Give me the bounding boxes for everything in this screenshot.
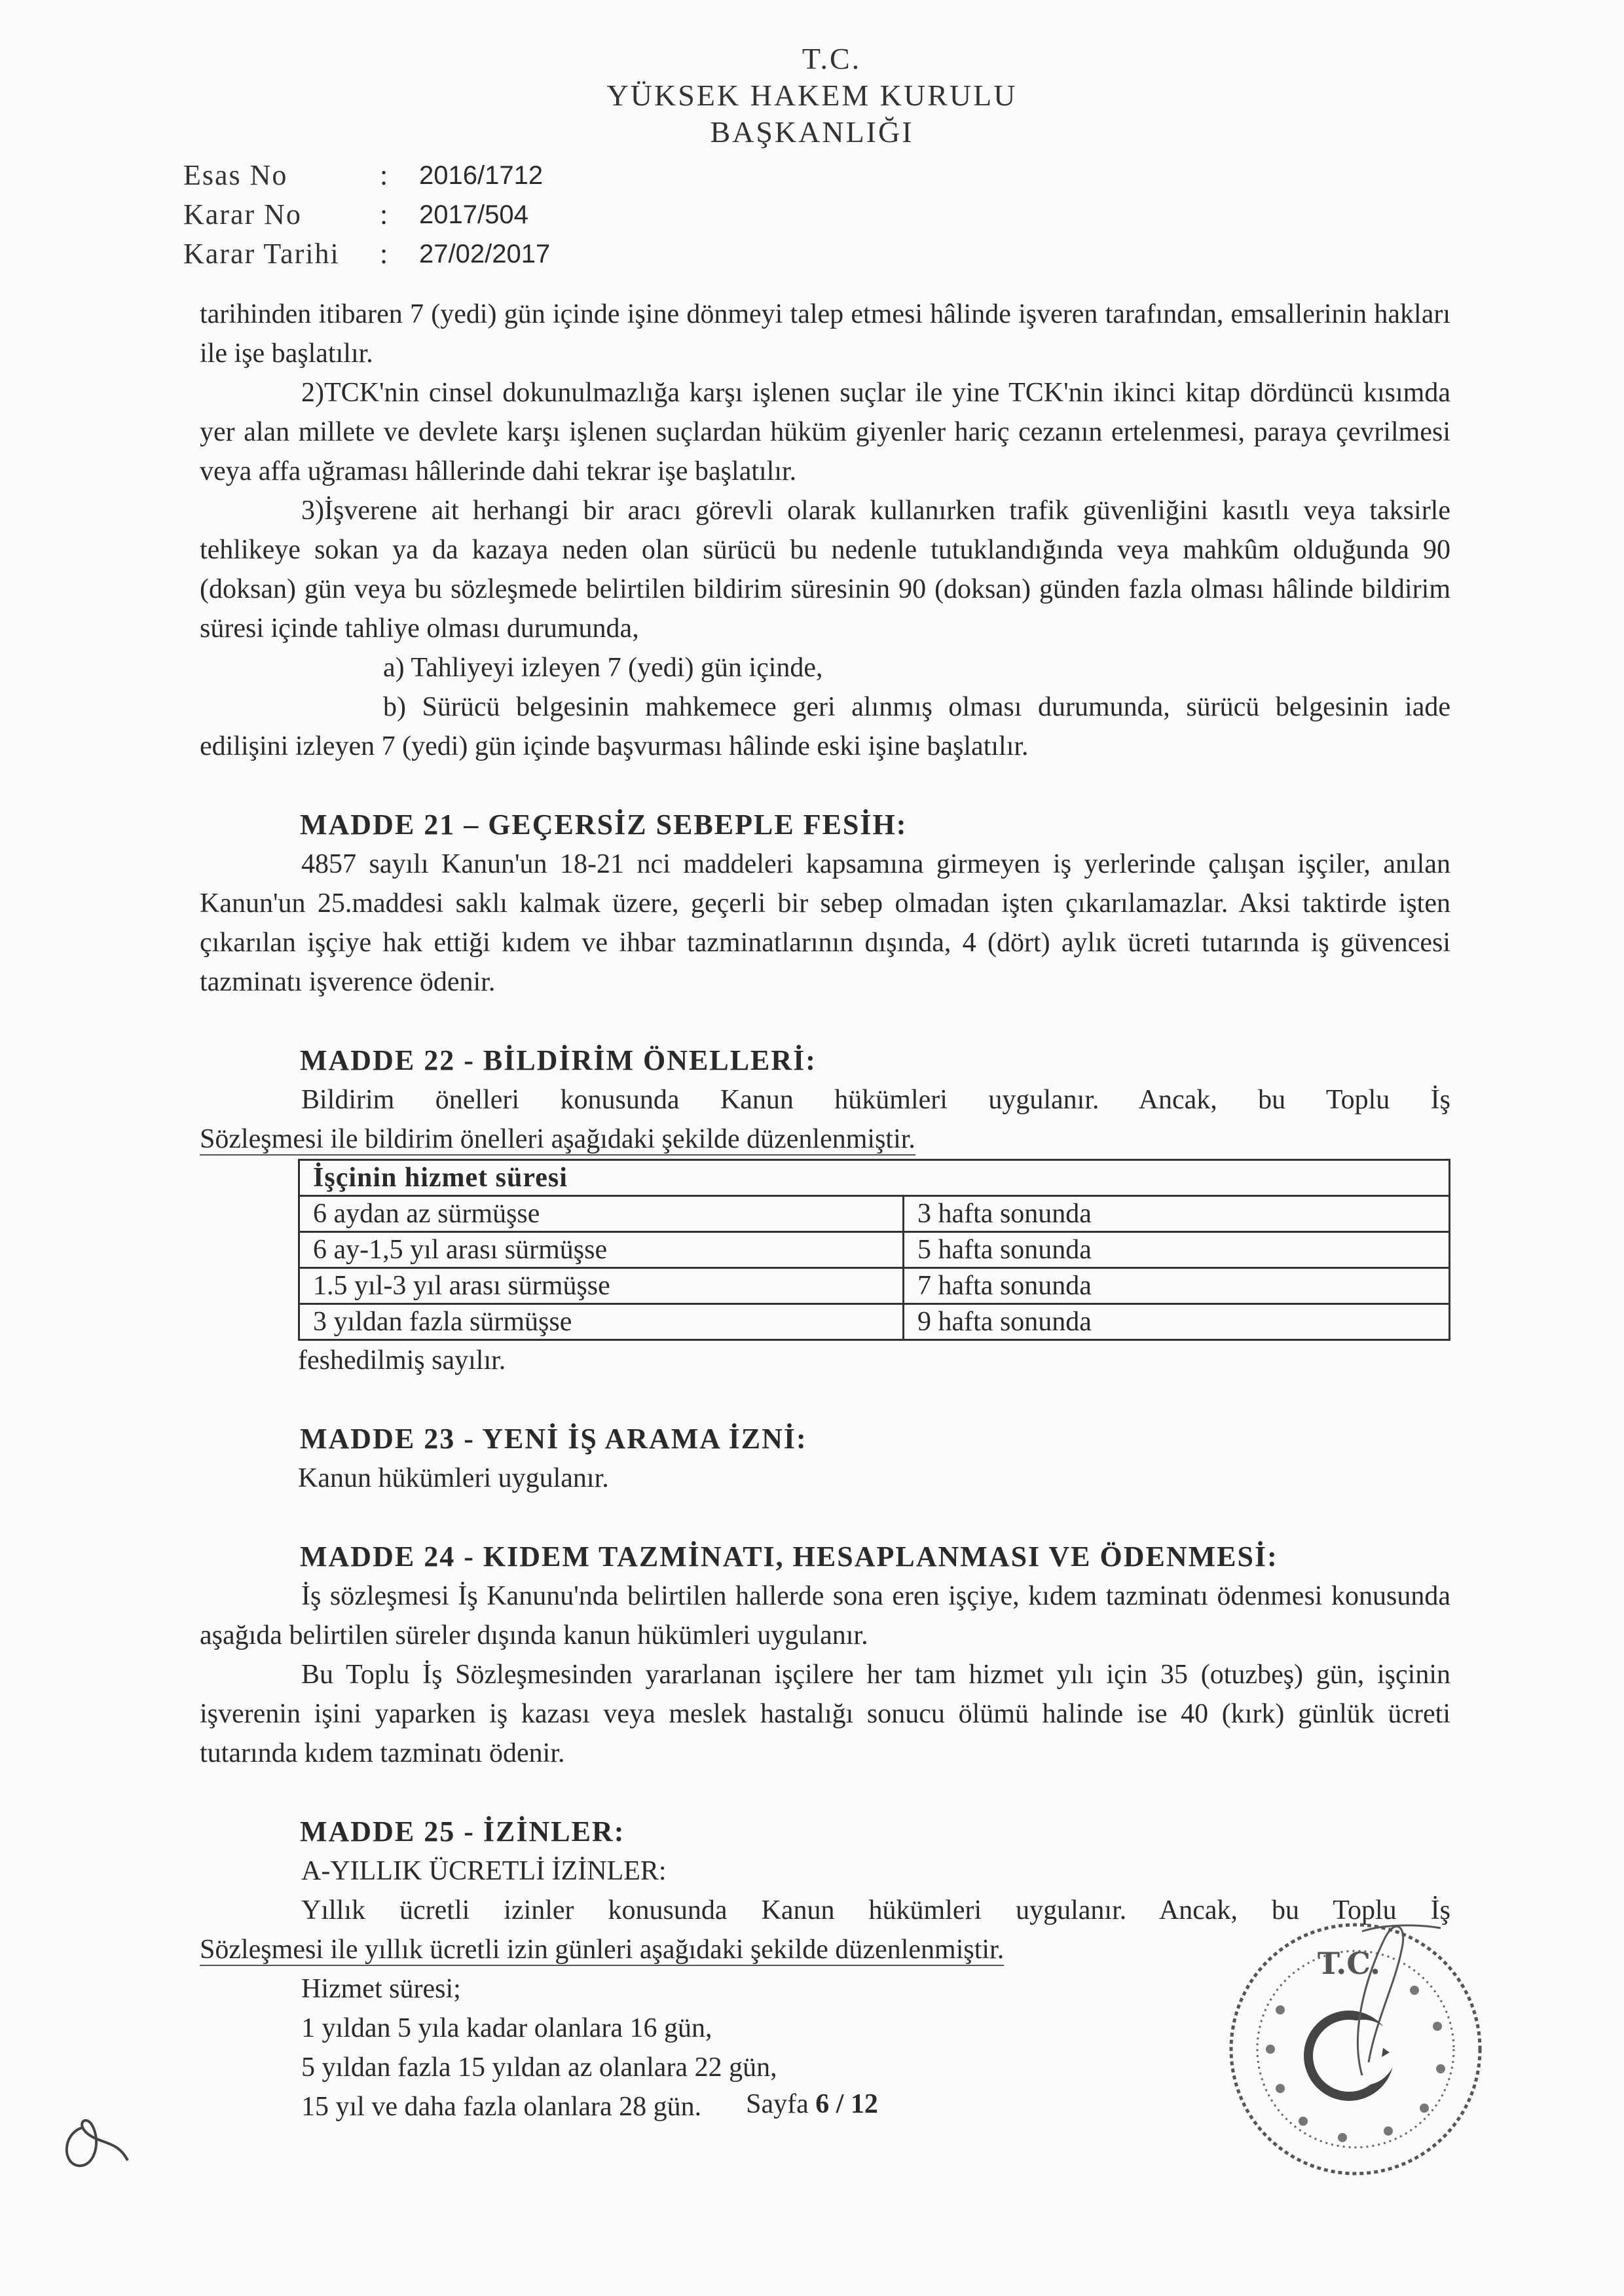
intro-paragraph-3: 3)İşverene ait herhangi bir aracı görevli olarak kullanırken trafik güvenliğini kasıtlı veya taksirle tehlikeye sokan ya da kazaya neden olan sürücü bu nedenle tutuklandığında veya mahkûm olduğunda 90 (doksan) gün veya bu sözleşmede belirtilen bildirim süresinin 90 (doksan) günden fazla olması hâlinde bildirim süresi içinde tahliye olması durumunda, <box>200 496 1450 644</box>
madde25-subtitle: A-YILLIK ÜCRETLİ İZİNLER: <box>301 1856 667 1886</box>
karar-label: Karar No <box>183 198 302 230</box>
tarih-sep: : <box>380 238 388 270</box>
table-row <box>299 1196 1450 1232</box>
madde25-text-2-span: Sözleşmesi ile yıllık ücretli izin günleri aşağıdaki şekilde düzenlenmiştir. <box>200 1935 1005 1965</box>
list-item: 15 yıl ve daha fazla olanlara 28 gün. <box>301 2092 702 2122</box>
intro-paragraph-2: 2)TCK'nin cinsel dokunulmazlığa karşı işlenen suçlar ile yine TCK'nin ikinci kitap dördüncü kısımda yer alan millete ve devlete karşı işlenen suçlardan hüküm giyenler hariç cezanın ertelenmesi, paraya çevrilmesi veya affa uğraması hâllerinde dahi tekrar işe başlatılır. <box>200 378 1450 486</box>
madde25-list-title: Hizmet süresi; <box>301 1974 461 2004</box>
madde25-text-1: Yıllık ücretli izinler konusunda Kanun hükümleri uygulanır. Ancak, bu Toplu İş <box>301 1895 1450 1925</box>
esas-row <box>183 156 550 195</box>
table-row <box>299 1232 1450 1268</box>
intro-paragraph-1: tarihinden itibaren 7 (yedi) gün içinde işine dönmeyi talep etmesi hâlinde işveren tarafından, emsallerinin hakları ile işe başlatılır. <box>200 299 1450 369</box>
madde21-text: 4857 sayılı Kanun'un 18-21 nci maddeleri kapsamına girmeyen iş yerlerinde çalışan işçiler, anılan Kanun'un 25.maddesi saklı kalmak üzere, geçerli bir sebep olmadan işten çıkarılamazlar. Aksi taktirde işten çıkarılan işçiye hak ettiği kıdem ve ihbar tazminatlarının dışında, 4 (dört) aylık ücreti tutarında iş güvencesi tazminatı işverence ödenir. <box>200 849 1450 997</box>
table-row <box>299 1268 1450 1304</box>
table-row <box>299 1304 1450 1340</box>
duration-cell: 3 yıldan fazla sürmüşse <box>299 1304 904 1340</box>
initials-icon <box>56 2102 141 2174</box>
intro-item-b: b) Sürücü belgesinin mahkemece geri alınmış olması durumunda, sürücü belgesinin iade edilişini izleyen 7 (yedi) gün içinde başvurması hâlinde eski işine başlatılır. <box>200 692 1450 761</box>
header-presidency: BAŞKANLIĞI <box>710 115 914 149</box>
duration-cell: 6 aydan az sürmüşse <box>299 1196 904 1232</box>
table-header-cell: İşçinin hizmet süresi <box>299 1160 1450 1196</box>
notice-cell: 3 hafta sonunda <box>904 1196 1450 1232</box>
karar-sep: : <box>380 198 388 230</box>
notice-cell: 9 hafta sonunda <box>904 1304 1450 1340</box>
madde25-title: MADDE 25 - İZİNLER: <box>300 1815 625 1848</box>
madde24-paragraph-2: Bu Toplu İş Sözleşmesinden yararlanan işçilere her tam hizmet yılı için 35 (otuzbeş) gün, işçinin işverenin işini yaparken iş kazası veya meslek hastalığı sonucu ölümü halinde ise 40 (kırk) günlük ücreti tutarında kıdem tazminatı ödenir. <box>200 1660 1450 1768</box>
tarih-value: 27/02/2017 <box>419 240 551 268</box>
intro-item-a: a) Tahliyeyi izleyen 7 (yedi) gün içinde, <box>383 653 823 683</box>
page-prefix: Sayfa <box>746 2089 816 2119</box>
signature-icon <box>1323 1912 1454 2082</box>
page-number: 6 / 12 <box>815 2089 878 2119</box>
document-body <box>200 295 1450 2126</box>
madde22-text-1: Bildirim önelleri konusunda Kanun hükümleri uygulanır. Ancak, bu Toplu İş <box>301 1085 1450 1115</box>
header-institution: YÜKSEK HAKEM KURULU <box>606 79 1018 112</box>
notice-cell: 5 hafta sonunda <box>904 1232 1450 1268</box>
madde22-text-2 <box>200 1120 1450 1159</box>
karar-row <box>183 195 550 234</box>
madde22-text-2-span: Sözleşmesi ile bildirim önelleri aşağıdaki şekilde düzenlenmiştir. <box>200 1124 915 1154</box>
tarih-row <box>183 234 550 274</box>
svg-text:T.C.: T.C. <box>1317 1946 1381 1981</box>
madde21-title: MADDE 21 – GEÇERSİZ SEBEPLE FESİH: <box>300 809 908 841</box>
duration-cell: 6 ay-1,5 yıl arası sürmüşse <box>299 1232 904 1268</box>
case-metadata <box>183 156 550 274</box>
list-item: 5 yıldan fazla 15 yıldan az olanlara 22 gün, <box>301 2052 777 2083</box>
madde22-after: feshedilmiş sayılır. <box>298 1345 506 1376</box>
esas-sep: : <box>380 159 388 191</box>
madde23-text: Kanun hükümleri uygulanır. <box>298 1463 609 1493</box>
header-tc: T.C. <box>802 42 862 75</box>
notice-period-table <box>298 1159 1450 1341</box>
duration-cell: 1.5 yıl-3 yıl arası sürmüşse <box>299 1268 904 1304</box>
tarih-label: Karar Tarihi <box>183 238 340 270</box>
madde24-paragraph-1: İş sözleşmesi İş Kanunu'nda belirtilen hallerde sona eren işçiye, kıdem tazminatı ödenmesi konusunda aşağıda belirtilen süreler dışında kanun hükümleri uygulanır. <box>200 1581 1450 1650</box>
list-item: 1 yıldan 5 yıla kadar olanlara 16 gün, <box>301 2013 712 2043</box>
document-header <box>0 41 1624 151</box>
karar-value: 2017/504 <box>419 200 528 229</box>
madde23-title: MADDE 23 - YENİ İŞ ARAMA İZNİ: <box>300 1423 807 1455</box>
notice-cell: 7 hafta sonunda <box>904 1268 1450 1304</box>
madde24-title: MADDE 24 - KIDEM TAZMİNATI, HESAPLANMASI VE ÖDENMESİ: <box>300 1540 1278 1573</box>
table-header-row <box>299 1160 1450 1196</box>
madde22-title: MADDE 22 - BİLDİRİM ÖNELLERİ: <box>300 1044 817 1076</box>
esas-value: 2016/1712 <box>419 161 544 190</box>
esas-label: Esas No <box>183 159 288 191</box>
